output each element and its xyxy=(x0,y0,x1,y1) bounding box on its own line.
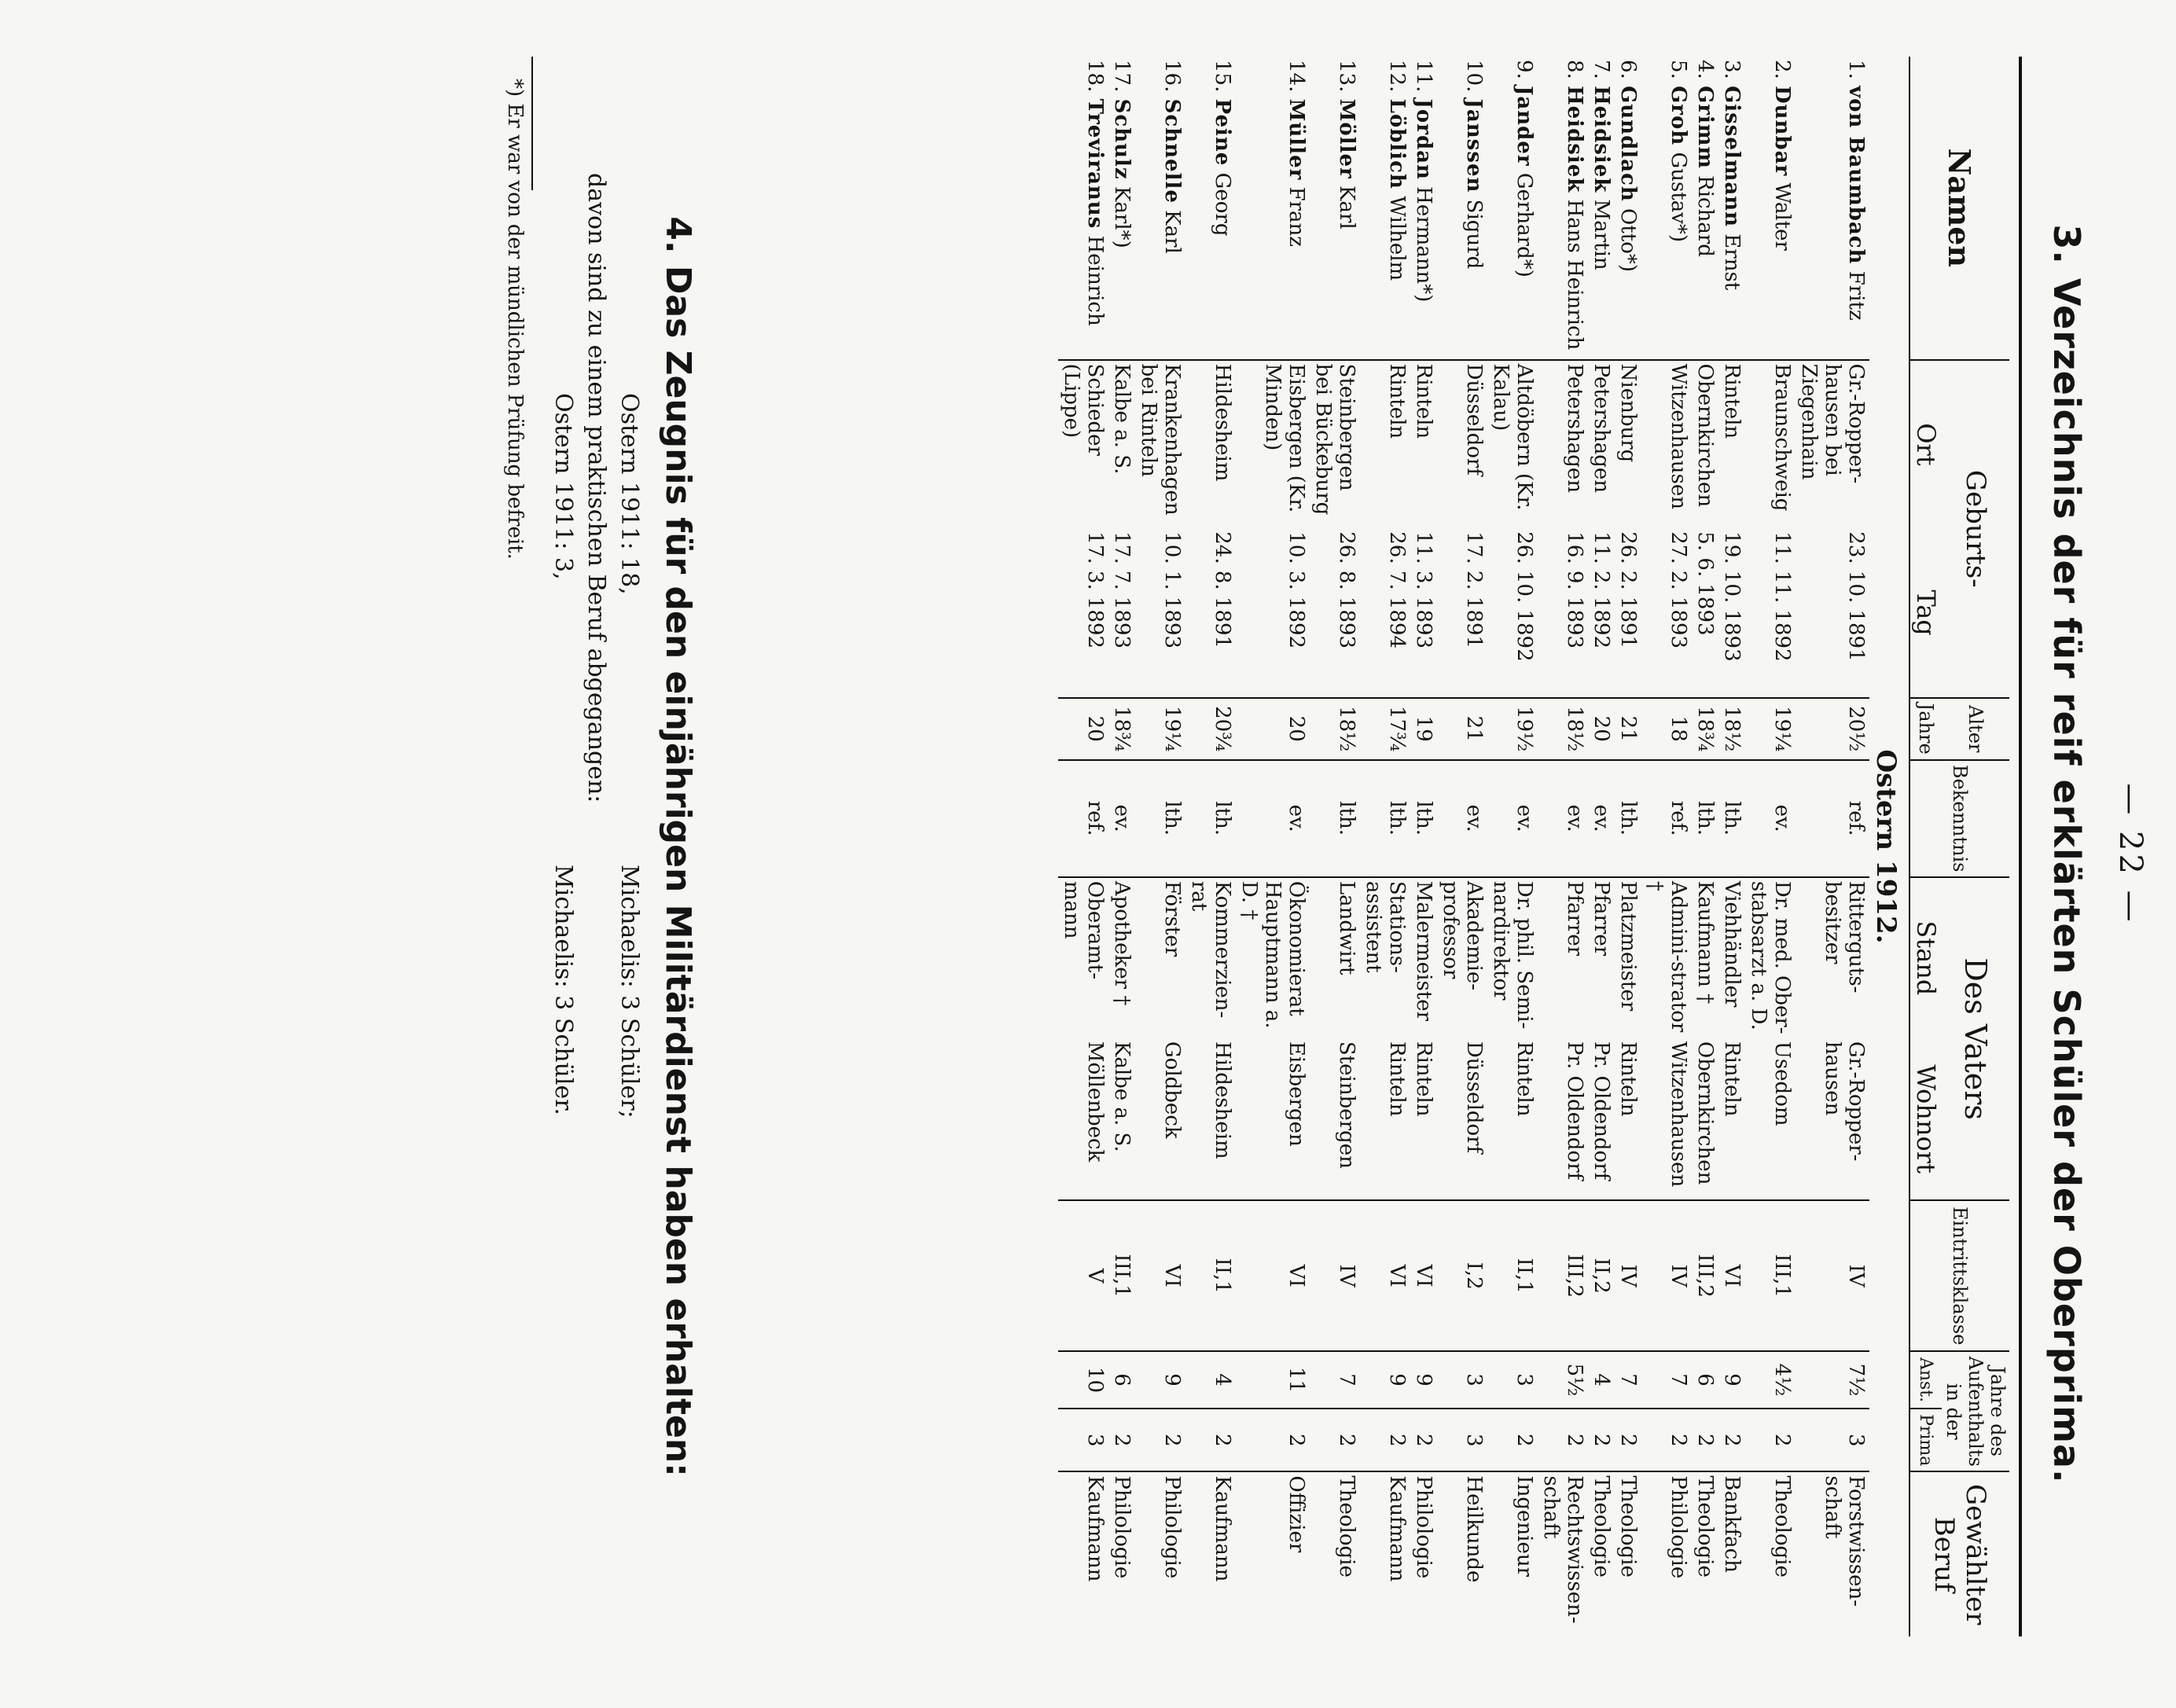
father-residence: Hildesheim xyxy=(1211,1041,1234,1159)
student-birthdate: 26. 8. 1893 xyxy=(1335,531,1358,649)
father-residence: Rinteln xyxy=(1616,1041,1640,1117)
student-surname: Groh xyxy=(1667,86,1690,146)
years-prima: 2 xyxy=(1692,1409,1718,1471)
chosen-profession: Ingenieur xyxy=(1487,1471,1538,1636)
father-occupation: Malermeister xyxy=(1410,877,1437,1038)
entry-class: VI xyxy=(1410,1200,1437,1351)
entry-class: III,2 xyxy=(1692,1200,1718,1351)
student-birthdate: 17. 3. 1892 xyxy=(1083,531,1107,649)
years-school: 3 xyxy=(1437,1351,1487,1409)
father-occupation: Ökonomierat Hauptmann a. D. † xyxy=(1236,877,1310,1038)
student-age: 20¾ xyxy=(1185,698,1236,760)
student-number: 17. xyxy=(1110,60,1134,93)
father-residence: Rinteln xyxy=(1513,1041,1536,1117)
table-row xyxy=(1108,57,1135,1636)
student-firstname: Gerhard*) xyxy=(1513,172,1536,277)
father-occupation: Pfarrer xyxy=(1588,877,1615,1038)
header-prima: Prima xyxy=(1910,1409,1942,1471)
student-age: 21 xyxy=(1615,698,1641,760)
chosen-profession: Forstwissen-schaft xyxy=(1796,1471,1869,1636)
years-school: 4 xyxy=(1185,1351,1236,1409)
header-beruf: Gewählter Beruf xyxy=(1910,1471,2009,1636)
student-surname: Heidsiek xyxy=(1563,86,1586,193)
header-tag: Tag xyxy=(1910,528,1942,698)
student-birthdate: 17. 2. 1891 xyxy=(1462,531,1486,649)
years-school: 4½ xyxy=(1745,1351,1796,1409)
student-surname: Schulz xyxy=(1110,98,1134,180)
student-number: 2. xyxy=(1770,60,1794,79)
father-residence: Goldbeck xyxy=(1160,1041,1184,1139)
table-row xyxy=(1135,57,1185,1636)
student-age: 17¾ xyxy=(1360,698,1410,760)
father-residence: Eisbergen xyxy=(1285,1041,1308,1147)
table-row xyxy=(1745,57,1796,1636)
father-residence: Steinbergen xyxy=(1335,1041,1358,1169)
student-birthdate: 10. 1. 1893 xyxy=(1160,531,1184,649)
student-confession: lth. xyxy=(1185,760,1236,877)
years-prima: 3 xyxy=(1058,1409,1108,1471)
student-surname: Löblich xyxy=(1385,98,1409,189)
student-name xyxy=(1615,57,1641,360)
header-jahre-des: Jahre des Aufenthalts in der xyxy=(1942,1351,2009,1471)
student-number: 3. xyxy=(1720,60,1744,79)
chosen-profession: Theologie xyxy=(1310,1471,1360,1636)
student-name xyxy=(1310,57,1360,360)
student-number: 10. xyxy=(1462,60,1486,93)
years-school: 9 xyxy=(1360,1351,1410,1409)
years-prima: 2 xyxy=(1360,1409,1410,1471)
student-confession: lth. xyxy=(1310,760,1360,877)
student-confession: lth. xyxy=(1692,760,1718,877)
student-confession: lth. xyxy=(1410,760,1437,877)
student-firstname: Walter xyxy=(1770,182,1794,251)
chosen-profession: Rechtswissen-schaft xyxy=(1538,1471,1588,1636)
student-age: 20 xyxy=(1588,698,1615,760)
header-geburts: Geburts- xyxy=(1942,360,2009,698)
entry-class: IV xyxy=(1615,1200,1641,1351)
student-firstname: Franz xyxy=(1285,186,1308,247)
entry-class: II,1 xyxy=(1185,1200,1236,1351)
father-residence: Möllenbeck xyxy=(1083,1041,1107,1163)
student-birthdate: 11. 3. 1893 xyxy=(1412,531,1435,649)
student-birthdate: 23. 10. 1891 xyxy=(1844,531,1868,662)
student-confession: ref. xyxy=(1641,760,1692,877)
student-number: 7. xyxy=(1590,60,1613,79)
student-birthplace: Rinteln xyxy=(1360,360,1410,529)
student-surname: Janssen xyxy=(1462,98,1486,193)
student-birthplace: Obernkirchen xyxy=(1692,360,1718,529)
header-anst: Anst. xyxy=(1910,1351,1942,1409)
student-number: 16. xyxy=(1160,60,1184,93)
chosen-profession: Philologie xyxy=(1641,1471,1692,1636)
years-school: 5½ xyxy=(1538,1351,1588,1409)
top-rule xyxy=(2019,57,2022,1636)
student-birthplace: Rinteln xyxy=(1718,360,1745,529)
entry-class: III,1 xyxy=(1108,1200,1135,1351)
father-residence: Pr. Oldendorf xyxy=(1590,1041,1613,1181)
father-residence: Rinteln xyxy=(1412,1041,1435,1117)
student-firstname: Wilhelm xyxy=(1385,196,1409,281)
father-occupation: Admini-strator † xyxy=(1641,877,1692,1038)
student-confession: lth. xyxy=(1615,760,1641,877)
student-surname: Peine xyxy=(1211,98,1234,167)
years-prima: 2 xyxy=(1310,1409,1360,1471)
student-birthplace: Kalbe a. S. xyxy=(1108,360,1135,529)
student-age: 18 xyxy=(1641,698,1692,760)
student-confession: ev. xyxy=(1437,760,1487,877)
student-age: 19¼ xyxy=(1745,698,1796,760)
header-wohnort: Wohnort xyxy=(1910,1038,1942,1200)
table-row xyxy=(1588,57,1615,1636)
student-birthdate: 27. 2. 1893 xyxy=(1667,531,1690,649)
student-confession: ref. xyxy=(1058,760,1108,877)
father-residence: Kalbe a. S. xyxy=(1110,1041,1134,1152)
student-age: 20 xyxy=(1058,698,1108,760)
student-surname: Möller xyxy=(1335,98,1358,179)
years-prima: 2 xyxy=(1108,1409,1135,1471)
student-confession: ev. xyxy=(1538,760,1588,877)
page-number: — 22 — xyxy=(2112,783,2148,925)
student-birthdate: 24. 8. 1891 xyxy=(1211,531,1234,649)
entry-class: VI xyxy=(1135,1200,1185,1351)
years-prima: 2 xyxy=(1135,1409,1185,1471)
chosen-profession: Philologie xyxy=(1108,1471,1135,1636)
chosen-profession: Heilkunde xyxy=(1437,1471,1487,1636)
years-school: 7 xyxy=(1310,1351,1360,1409)
years-school: 3 xyxy=(1487,1351,1538,1409)
student-firstname: Karl xyxy=(1335,185,1358,230)
entry-class: VI xyxy=(1360,1200,1410,1351)
page-title: 3. Verzeichnis der für reif erklärten Schüler der Oberprima. xyxy=(2046,224,2088,1484)
chosen-profession: Philologie xyxy=(1135,1471,1185,1636)
student-firstname: Hermann*) xyxy=(1412,186,1435,303)
student-age: 20 xyxy=(1236,698,1310,760)
student-age: 19½ xyxy=(1487,698,1538,760)
graduates-table xyxy=(1058,57,2009,1636)
table-row xyxy=(1538,57,1588,1636)
entry-class: VI xyxy=(1236,1200,1310,1351)
header-eintrittsklasse: Eintrittsklasse xyxy=(1910,1200,2009,1351)
father-occupation: Akademie-professor xyxy=(1437,877,1487,1038)
student-number: 4. xyxy=(1693,60,1717,79)
student-number: 15. xyxy=(1211,60,1234,93)
student-surname: von Baumbach xyxy=(1844,86,1868,265)
student-birthplace: Düsseldorf xyxy=(1437,360,1487,529)
father-occupation: Dr. med. Ober-stabsarzt a. D. xyxy=(1745,877,1796,1038)
table-row xyxy=(1058,57,1108,1636)
student-firstname: Karl*) xyxy=(1110,185,1134,248)
table-row xyxy=(1236,57,1310,1636)
years-prima: 2 xyxy=(1487,1409,1538,1471)
section-4-line1a: Ostern 1911: 18, xyxy=(616,393,643,595)
chosen-profession: Kaufmann xyxy=(1185,1471,1236,1636)
header-des-vaters: Des Vaters xyxy=(1942,877,2009,1200)
student-name xyxy=(1641,57,1692,360)
student-name xyxy=(1185,57,1236,360)
header-jahre: Jahre xyxy=(1910,698,1942,760)
student-name xyxy=(1718,57,1745,360)
years-prima: 2 xyxy=(1641,1409,1692,1471)
student-firstname: Georg xyxy=(1211,172,1234,237)
father-occupation: Förster xyxy=(1135,877,1185,1038)
years-school: 4 xyxy=(1588,1351,1615,1409)
student-firstname: Heinrich xyxy=(1083,235,1107,326)
student-age: 18¾ xyxy=(1108,698,1135,760)
chosen-profession: Philologie xyxy=(1410,1471,1437,1636)
father-occupation: Oberamt-mann xyxy=(1058,877,1108,1038)
student-age: 18½ xyxy=(1718,698,1745,760)
header-bekenntnis: Bekenntnis xyxy=(1910,760,2009,877)
entry-class: IV xyxy=(1641,1200,1692,1351)
term-heading: Ostern 1912. xyxy=(1870,749,1902,944)
years-prima: 2 xyxy=(1185,1409,1236,1471)
father-residence: Rinteln xyxy=(1720,1041,1744,1117)
student-age: 19¼ xyxy=(1135,698,1185,760)
chosen-profession: Kaufmann xyxy=(1360,1471,1410,1636)
years-prima: 3 xyxy=(1796,1409,1869,1471)
student-name xyxy=(1692,57,1718,360)
father-occupation: Pfarrer xyxy=(1538,877,1588,1038)
student-name xyxy=(1745,57,1796,360)
student-birthplace: Braunschweig xyxy=(1745,360,1796,529)
section-4-title: 4. Das Zeugnis für den einjährigen Militärdienst haben erhalten: xyxy=(658,216,698,1477)
section-4-line2: davon sind zu einem praktischen Beruf abgegangen: xyxy=(583,173,610,803)
student-name xyxy=(1410,57,1437,360)
student-firstname: Fritz xyxy=(1844,270,1868,321)
father-occupation: Stations-assistent xyxy=(1360,877,1410,1038)
student-birthdate: 10. 3. 1892 xyxy=(1285,531,1308,649)
father-residence: Usedom xyxy=(1770,1041,1794,1126)
footnote: *) Er war von der mündlichen Prüfung befreit. xyxy=(503,79,527,560)
student-confession: ev. xyxy=(1745,760,1796,877)
entry-class: I,2 xyxy=(1437,1200,1487,1351)
table-row xyxy=(1185,57,1236,1636)
student-confession: ev. xyxy=(1108,760,1135,877)
student-firstname: Sigurd xyxy=(1462,199,1486,270)
student-firstname: Hans Heinrich xyxy=(1563,199,1586,351)
student-age: 18½ xyxy=(1538,698,1588,760)
father-residence: Gr.-Ropper-hausen xyxy=(1821,1041,1868,1162)
father-occupation: Dr. phil. Semi-nardirektor xyxy=(1487,877,1538,1038)
student-birthdate: 26. 10. 1892 xyxy=(1513,531,1536,662)
student-name xyxy=(1236,57,1310,360)
father-occupation: Kaufmann † xyxy=(1692,877,1718,1038)
years-school: 7½ xyxy=(1796,1351,1869,1409)
student-birthplace: Nienburg xyxy=(1615,360,1641,529)
student-surname: Müller xyxy=(1285,98,1308,181)
student-birthplace: Witzenhausen xyxy=(1641,360,1692,529)
header-namen: Namen xyxy=(1910,57,2009,360)
father-occupation: Platzmeister xyxy=(1615,877,1641,1038)
chosen-profession: Bankfach xyxy=(1718,1471,1745,1636)
student-surname: Treviranus xyxy=(1083,98,1107,230)
footnote-rule xyxy=(531,57,533,190)
chosen-profession: Offizier xyxy=(1236,1471,1310,1636)
chosen-profession: Theologie xyxy=(1692,1471,1718,1636)
father-residence: Rinteln xyxy=(1385,1041,1409,1117)
student-name xyxy=(1796,57,1869,360)
student-name xyxy=(1135,57,1185,360)
student-birthdate: 5. 6. 1893 xyxy=(1693,531,1717,636)
student-age: 21 xyxy=(1437,698,1487,760)
student-confession: ref. xyxy=(1796,760,1869,877)
years-school: 9 xyxy=(1410,1351,1437,1409)
years-prima: 2 xyxy=(1410,1409,1437,1471)
table-row xyxy=(1437,57,1487,1636)
years-prima: 2 xyxy=(1615,1409,1641,1471)
header-ort: Ort xyxy=(1910,360,1942,529)
father-occupation: Viehhändler xyxy=(1718,877,1745,1038)
years-prima: 2 xyxy=(1588,1409,1615,1471)
student-firstname: Karl xyxy=(1160,210,1184,254)
student-name xyxy=(1108,57,1135,360)
years-school: 9 xyxy=(1135,1351,1185,1409)
student-birthdate: 26. 7. 1894 xyxy=(1385,531,1409,649)
table-row xyxy=(1360,57,1410,1636)
student-number: 12. xyxy=(1385,60,1409,93)
student-number: 5. xyxy=(1667,60,1690,79)
student-number: 13. xyxy=(1335,60,1358,93)
student-name xyxy=(1437,57,1487,360)
student-confession: lth. xyxy=(1360,760,1410,877)
student-number: 18. xyxy=(1083,60,1107,93)
student-birthplace: Rinteln xyxy=(1410,360,1437,529)
father-residence: Obernkirchen xyxy=(1693,1041,1717,1185)
entry-class: II,2 xyxy=(1588,1200,1615,1351)
student-name xyxy=(1487,57,1538,360)
years-school: 9 xyxy=(1718,1351,1745,1409)
section-4-line3b: Michaelis: 3 Schüler. xyxy=(550,865,577,1115)
student-surname: Schnelle xyxy=(1160,98,1184,204)
student-birthdate: 17. 7. 1893 xyxy=(1110,531,1134,649)
years-prima: 2 xyxy=(1538,1409,1588,1471)
entry-class: VI xyxy=(1718,1200,1745,1351)
table-row xyxy=(1796,57,1869,1636)
father-occupation: Kommerzien-rat xyxy=(1185,877,1236,1038)
student-surname: Dunbar xyxy=(1770,86,1794,177)
student-birthplace: Petershagen xyxy=(1538,360,1588,529)
student-birthplace: Petershagen xyxy=(1588,360,1615,529)
student-birthplace: Schieder (Lippe) xyxy=(1058,360,1108,529)
student-age: 20½ xyxy=(1796,698,1869,760)
section-4-line1b: Michaelis: 3 Schüler; xyxy=(616,865,643,1118)
student-firstname: Gustav*) xyxy=(1667,152,1690,243)
years-prima: 2 xyxy=(1718,1409,1745,1471)
years-prima: 3 xyxy=(1437,1409,1487,1471)
student-number: 1. xyxy=(1844,60,1868,79)
father-occupation: Ritterguts-besitzer xyxy=(1796,877,1869,1038)
entry-class: IV xyxy=(1310,1200,1360,1351)
student-age: 19 xyxy=(1410,698,1437,760)
student-birthdate: 26. 2. 1891 xyxy=(1616,531,1640,649)
entry-class: II,1 xyxy=(1487,1200,1538,1351)
years-school: 6 xyxy=(1692,1351,1718,1409)
father-occupation: Apotheker † xyxy=(1108,877,1135,1038)
student-number: 8. xyxy=(1563,60,1586,79)
student-birthdate: 11. 11. 1892 xyxy=(1770,531,1794,662)
student-surname: Grimm xyxy=(1693,86,1717,169)
student-birthdate: 16. 9. 1893 xyxy=(1563,531,1586,649)
years-prima: 2 xyxy=(1236,1409,1310,1471)
student-birthplace: Krankenhagen bei Rinteln xyxy=(1135,360,1185,529)
student-birthplace: Eisbergen (Kr. Minden) xyxy=(1236,360,1310,529)
entry-class: IV xyxy=(1796,1200,1869,1351)
student-number: 6. xyxy=(1616,60,1640,79)
father-residence: Pr. Oldendorf xyxy=(1563,1041,1586,1181)
student-birthdate: 19. 10. 1893 xyxy=(1720,531,1744,662)
years-prima: 2 xyxy=(1745,1409,1796,1471)
student-firstname: Otto*) xyxy=(1616,208,1640,273)
student-surname: Heidsiek xyxy=(1590,86,1613,193)
header-stand: Stand xyxy=(1910,877,1942,1038)
table-row xyxy=(1410,57,1437,1636)
student-birthplace: Altdöbern (Kr. Kalau) xyxy=(1487,360,1538,529)
student-name xyxy=(1588,57,1615,360)
years-school: 10 xyxy=(1058,1351,1108,1409)
student-firstname: Martin xyxy=(1590,199,1613,270)
student-surname: Gundlach xyxy=(1616,86,1640,202)
entry-class: III,2 xyxy=(1538,1200,1588,1351)
entry-class: III,1 xyxy=(1745,1200,1796,1351)
entry-class: V xyxy=(1058,1200,1108,1351)
student-confession: ev. xyxy=(1487,760,1538,877)
student-surname: Gisselmann xyxy=(1720,86,1744,228)
chosen-profession: Theologie xyxy=(1745,1471,1796,1636)
table-row xyxy=(1718,57,1745,1636)
table-row xyxy=(1310,57,1360,1636)
student-firstname: Richard xyxy=(1693,175,1717,257)
father-residence: Witzenhausen xyxy=(1667,1041,1690,1188)
student-birthplace: Steinbergen bei Bückeburg xyxy=(1310,360,1360,529)
student-firstname: Ernst xyxy=(1720,233,1744,291)
section-4-line3a: Ostern 1911: 3, xyxy=(550,393,577,580)
student-surname: Jordan xyxy=(1412,98,1435,180)
student-surname: Jander xyxy=(1513,86,1536,167)
student-confession: ev. xyxy=(1236,760,1310,877)
student-confession: ev. xyxy=(1588,760,1615,877)
student-confession: lth. xyxy=(1718,760,1745,877)
student-number: 14. xyxy=(1285,60,1308,93)
chosen-profession: Theologie xyxy=(1615,1471,1641,1636)
chosen-profession: Kaufmann xyxy=(1058,1471,1108,1636)
student-birthdate: 11. 2. 1892 xyxy=(1590,531,1613,649)
years-school: 7 xyxy=(1641,1351,1692,1409)
student-number: 11. xyxy=(1412,60,1435,93)
table-row xyxy=(1615,57,1641,1636)
student-confession: lth. xyxy=(1135,760,1185,877)
table-row xyxy=(1692,57,1718,1636)
table-row xyxy=(1641,57,1692,1636)
header-alter: Alter xyxy=(1942,698,2009,760)
father-occupation: Landwirt xyxy=(1310,877,1360,1038)
student-age: 18¾ xyxy=(1692,698,1718,760)
student-name xyxy=(1360,57,1410,360)
student-birthplace: Hildesheim xyxy=(1185,360,1236,529)
father-residence: Düsseldorf xyxy=(1462,1041,1486,1154)
student-birthplace: Gr.-Ropper-hausen bei Ziegenhain xyxy=(1796,360,1869,529)
student-age: 18½ xyxy=(1310,698,1360,760)
years-school: 6 xyxy=(1108,1351,1135,1409)
student-name xyxy=(1538,57,1588,360)
years-school: 7 xyxy=(1615,1351,1641,1409)
chosen-profession: Theologie xyxy=(1588,1471,1615,1636)
table-row xyxy=(1487,57,1538,1636)
student-name xyxy=(1058,57,1108,360)
student-number: 9. xyxy=(1513,60,1536,79)
years-school: 11 xyxy=(1236,1351,1310,1409)
